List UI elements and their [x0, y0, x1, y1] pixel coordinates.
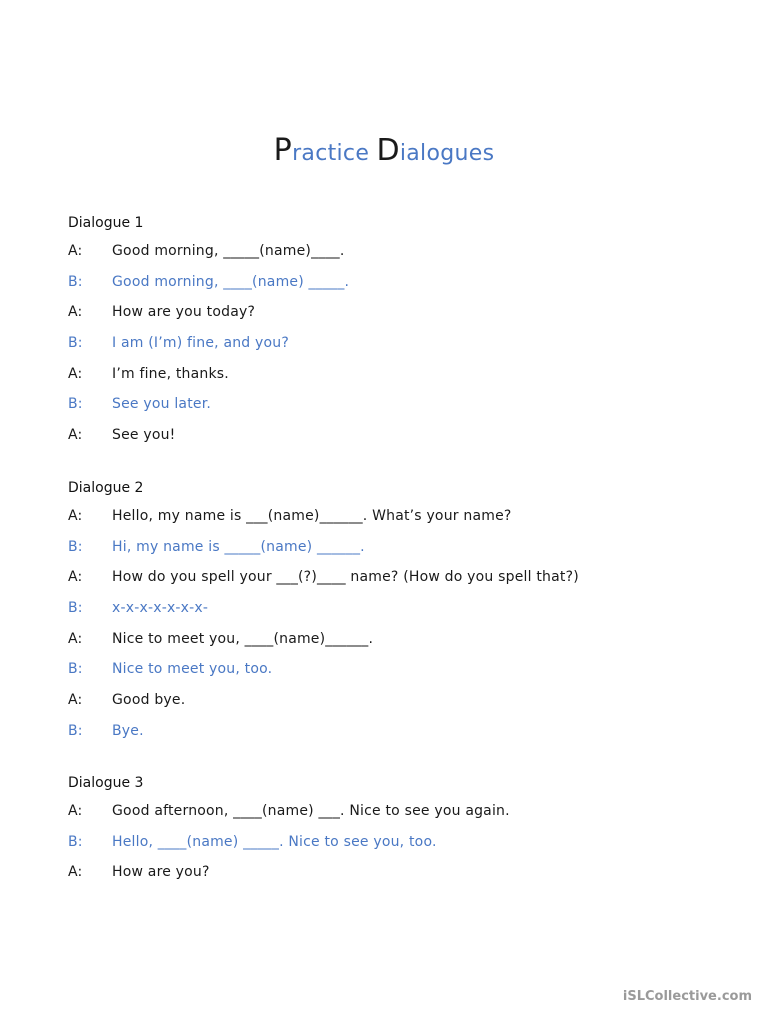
speaker-label: A:: [68, 692, 83, 709]
line-text: See you later.: [112, 396, 212, 413]
dialogue-line: [68, 660, 708, 691]
line-text: Hello, my name is ___(name)______. What’s your name?: [112, 508, 512, 524]
speaker-label: A:: [68, 427, 83, 444]
dialogue-line: [68, 599, 708, 630]
speaker-label: B:: [68, 722, 83, 739]
dialogue-line: [68, 630, 708, 661]
dialogue-line: [68, 568, 708, 599]
speaker-label: B:: [68, 661, 83, 678]
speaker-label: A:: [68, 569, 83, 586]
line-text: Hello, ____(name) _____. Nice to see you, too.: [112, 833, 437, 850]
speaker-label: B:: [68, 833, 83, 850]
line-text: Bye.: [112, 722, 144, 739]
speaker-label: A:: [68, 508, 83, 524]
line-text: See you!: [112, 427, 176, 444]
dialogue-line: [68, 507, 708, 538]
dialogue-line: [68, 334, 708, 365]
line-text: Nice to meet you, ____(name)______.: [112, 630, 374, 647]
line-text: I am (I’m) fine, and you?: [112, 335, 289, 352]
page-title: [0, 133, 768, 168]
dialogue-heading: Dialogue 3: [68, 775, 144, 791]
title-word-dialogues: ialogues: [399, 141, 495, 166]
speaker-label: B:: [68, 396, 83, 413]
dialogue-line: [68, 303, 708, 334]
line-text: Good afternoon, ____(name) ___. Nice to see you again.: [112, 803, 510, 819]
speaker-label: B:: [68, 273, 83, 290]
title-initial-p: P: [273, 133, 293, 168]
line-text: I’m fine, thanks.: [112, 365, 229, 382]
speaker-label: A:: [68, 630, 83, 647]
dialogue-line: [68, 833, 708, 864]
speaker-label: A:: [68, 304, 83, 321]
line-text: Nice to meet you, too.: [112, 661, 273, 678]
speaker-label: A:: [68, 243, 83, 259]
title-word-practice: ractice: [292, 141, 377, 166]
dialogue-heading: Dialogue 2: [68, 480, 144, 496]
line-text: Good morning, ____(name) _____.: [112, 273, 350, 290]
dialogue-2: [68, 479, 708, 753]
line-text: How do you spell your ___(?)____ name? (How do you spell that?): [112, 569, 579, 586]
dialogue-heading: Dialogue 1: [68, 215, 144, 231]
line-text: x-x-x-x-x-x-x-: [112, 600, 209, 617]
dialogue-line: [68, 538, 708, 569]
dialogue-line: [68, 863, 708, 894]
dialogue-line: [68, 691, 708, 722]
watermark: iSLCollective.com: [622, 989, 752, 1004]
dialogue-line: [68, 802, 708, 833]
dialogue-line: [68, 242, 708, 273]
line-text: Good morning, _____(name)____.: [112, 243, 345, 259]
line-text: Good bye.: [112, 692, 186, 709]
dialogue-line: [68, 722, 708, 753]
dialogue-3: [68, 774, 708, 894]
line-text: Hi, my name is _____(name) ______.: [112, 538, 365, 555]
speaker-label: A:: [68, 803, 83, 819]
speaker-label: A:: [68, 365, 83, 382]
dialogue-line: [68, 395, 708, 426]
speaker-label: B:: [68, 335, 83, 352]
line-text: How are you today?: [112, 304, 256, 321]
dialogue-1: [68, 214, 708, 457]
line-text: How are you?: [112, 864, 210, 881]
speaker-label: A:: [68, 864, 83, 881]
dialogue-line: [68, 426, 708, 457]
dialogue-line: [68, 365, 708, 396]
speaker-label: B:: [68, 600, 83, 617]
speaker-label: B:: [68, 538, 83, 555]
dialogue-line: [68, 273, 708, 304]
title-initial-d: D: [376, 133, 400, 168]
